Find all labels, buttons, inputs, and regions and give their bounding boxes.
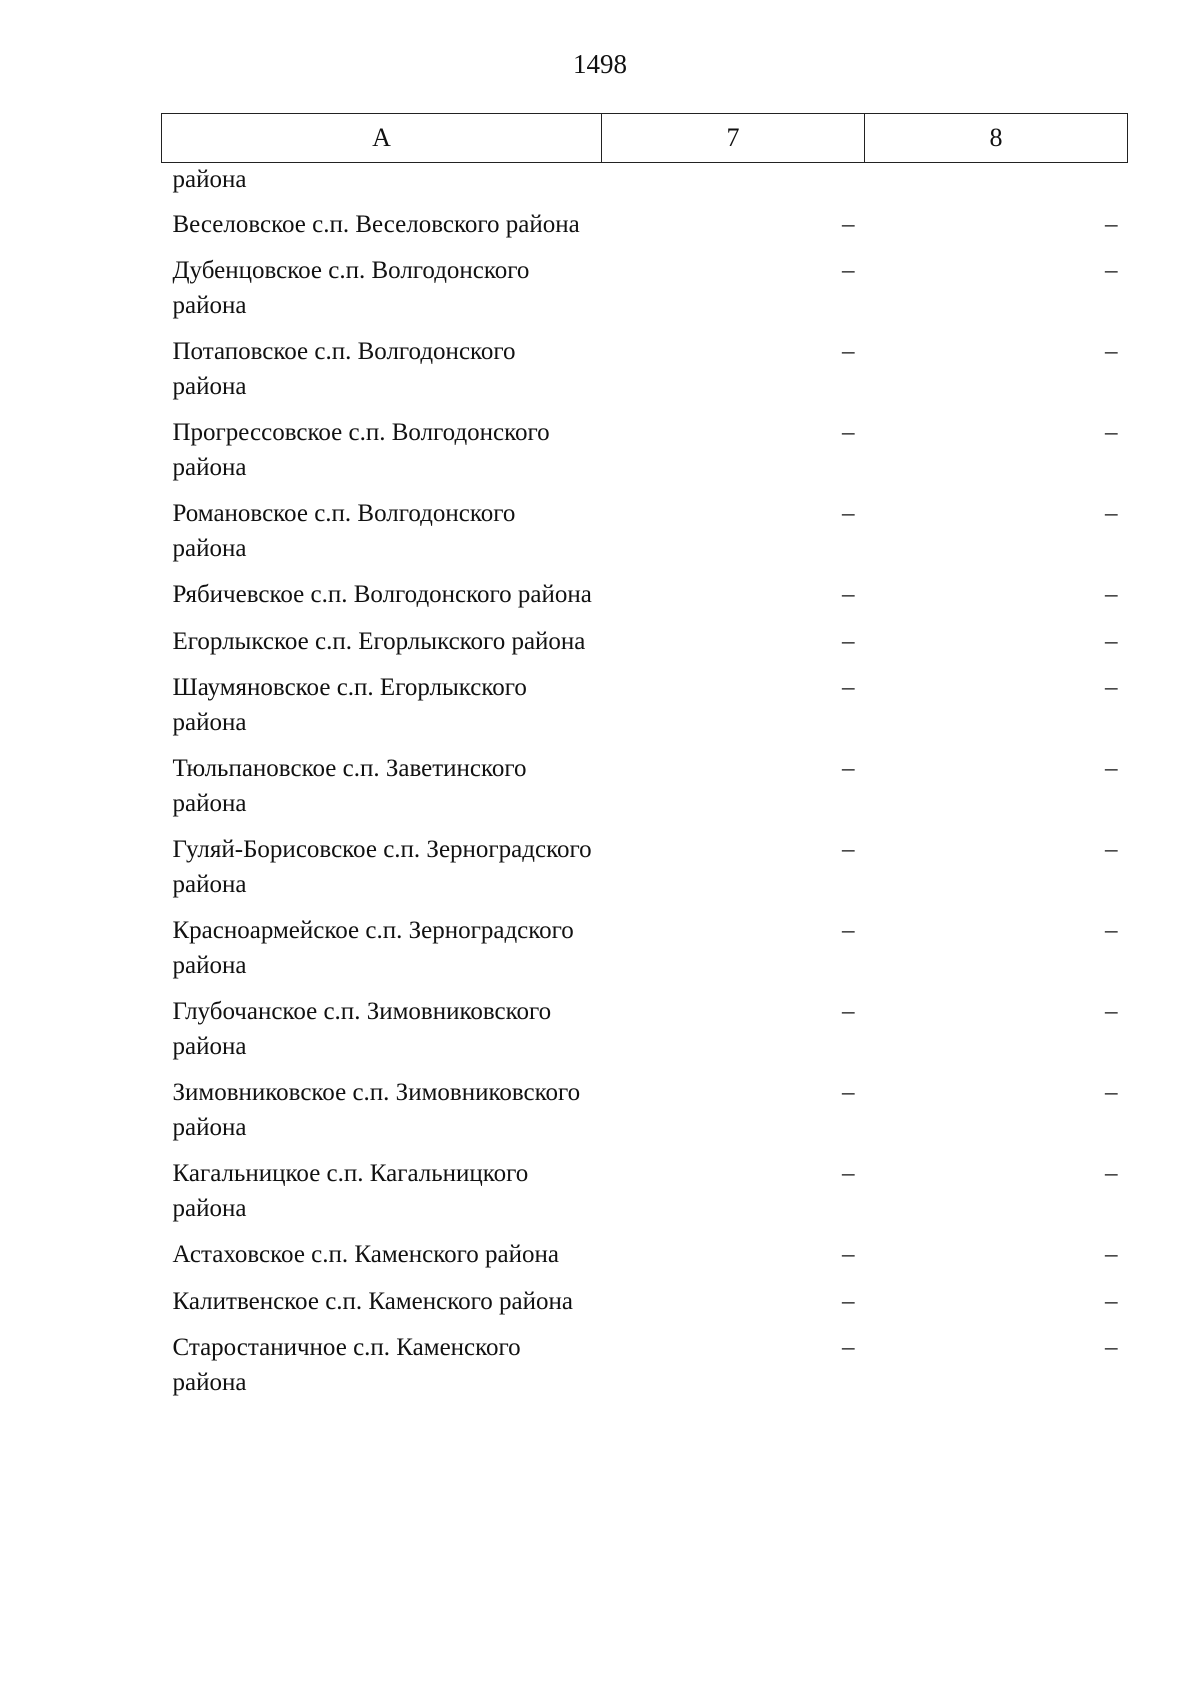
value-col-8: – (1105, 581, 1118, 608)
value-col-8: – (1105, 419, 1118, 446)
table-row (162, 1285, 1128, 1332)
value-col-7: – (842, 500, 855, 527)
table-row (162, 995, 1128, 1076)
value-col-7: – (842, 755, 855, 782)
value-col-8: – (1105, 500, 1118, 527)
header-col-8: 8 (865, 114, 1128, 163)
value-col-8: – (1105, 755, 1118, 782)
settlement-name: Рябичевское с.п. Волгодонского района (172, 581, 592, 608)
settlement-name: Астаховское с.п. Каменского района (172, 1241, 559, 1268)
value-col-7: – (842, 917, 855, 944)
value-col-7: – (842, 581, 855, 608)
value-col-7: – (842, 338, 855, 365)
settlement-name: Веселовское с.п. Веселовского района (172, 210, 580, 238)
table-row (162, 671, 1128, 752)
value-col-8: – (1105, 257, 1118, 284)
table-row (162, 752, 1128, 833)
settlement-name: Гуляй-Борисовское с.п. Зерноградского района (172, 836, 592, 898)
table-row (162, 335, 1128, 416)
settlement-name: Дубенцовское с.п. Волгодонского района (172, 257, 530, 319)
table-row (162, 208, 1128, 255)
value-col-8: – (1105, 917, 1118, 944)
header-col-a: А (162, 114, 602, 163)
value-col-8: – (1105, 1287, 1118, 1315)
continuation-col-7 (602, 163, 865, 208)
value-col-7: – (842, 998, 855, 1025)
value-col-7: – (842, 674, 855, 701)
settlement-name: Романовское с.п. Волгодонского района (172, 500, 516, 562)
value-col-8: – (1105, 836, 1118, 863)
value-col-8: – (1105, 1079, 1118, 1106)
data-table (161, 113, 1128, 1412)
table-row (162, 625, 1128, 672)
settlement-name: Потаповское с.п. Волгодонского района (172, 338, 516, 400)
value-col-7: – (842, 419, 855, 446)
value-col-7: – (842, 836, 855, 863)
value-col-8: – (1105, 1160, 1118, 1187)
table-row (162, 578, 1128, 625)
settlement-name: Красноармейское с.п. Зерноградского района (172, 917, 574, 979)
table-header (162, 114, 1128, 163)
table-row (162, 497, 1128, 578)
table-row (162, 416, 1128, 497)
table-row (162, 1157, 1128, 1238)
value-col-7: – (842, 1334, 855, 1361)
settlement-name: Зимовниковское с.п. Зимовниковского района (172, 1079, 581, 1141)
value-col-7: – (842, 257, 855, 284)
table-row (162, 1331, 1128, 1412)
continuation-col-8 (865, 163, 1128, 208)
continuation-row (162, 163, 1128, 208)
value-col-8: – (1105, 1241, 1118, 1268)
value-col-8: – (1105, 627, 1118, 655)
value-col-8: – (1105, 338, 1118, 365)
table-body (162, 163, 1128, 1413)
value-col-7: – (842, 1079, 855, 1106)
page-number: 1498 (573, 49, 627, 79)
table-row (162, 1076, 1128, 1157)
settlement-name: Старостаничное с.п. Каменского района (172, 1334, 521, 1396)
settlement-name: Шаумяновское с.п. Егорлыкского района (172, 674, 527, 736)
header-row (162, 114, 1128, 163)
value-col-7: – (842, 1160, 855, 1187)
table-row (162, 833, 1128, 914)
value-col-8: – (1105, 998, 1118, 1025)
header-col-7: 7 (602, 114, 865, 163)
value-col-8: – (1105, 210, 1118, 238)
value-col-8: – (1105, 674, 1118, 701)
value-col-7: – (842, 210, 855, 238)
table-row (162, 914, 1128, 995)
table-row (162, 1238, 1128, 1285)
value-col-7: – (842, 1241, 855, 1268)
settlement-name: Прогрессовское с.п. Волгодонского района (172, 419, 550, 481)
settlement-name: Калитвенское с.п. Каменского района (172, 1287, 573, 1315)
value-col-7: – (842, 627, 855, 655)
settlement-name: Глубочанское с.п. Зимовниковского района (172, 998, 552, 1060)
value-col-7: – (842, 1287, 855, 1315)
settlement-name: Тюльпановское с.п. Заветинского района (172, 755, 527, 817)
settlement-name: Кагальницкое с.п. Кагальницкого района (172, 1160, 529, 1222)
settlement-name: Егорлыкское с.п. Егорлыкского района (172, 627, 586, 655)
value-col-8: – (1105, 1334, 1118, 1361)
table-row (162, 254, 1128, 335)
continuation-text: района (172, 166, 247, 193)
